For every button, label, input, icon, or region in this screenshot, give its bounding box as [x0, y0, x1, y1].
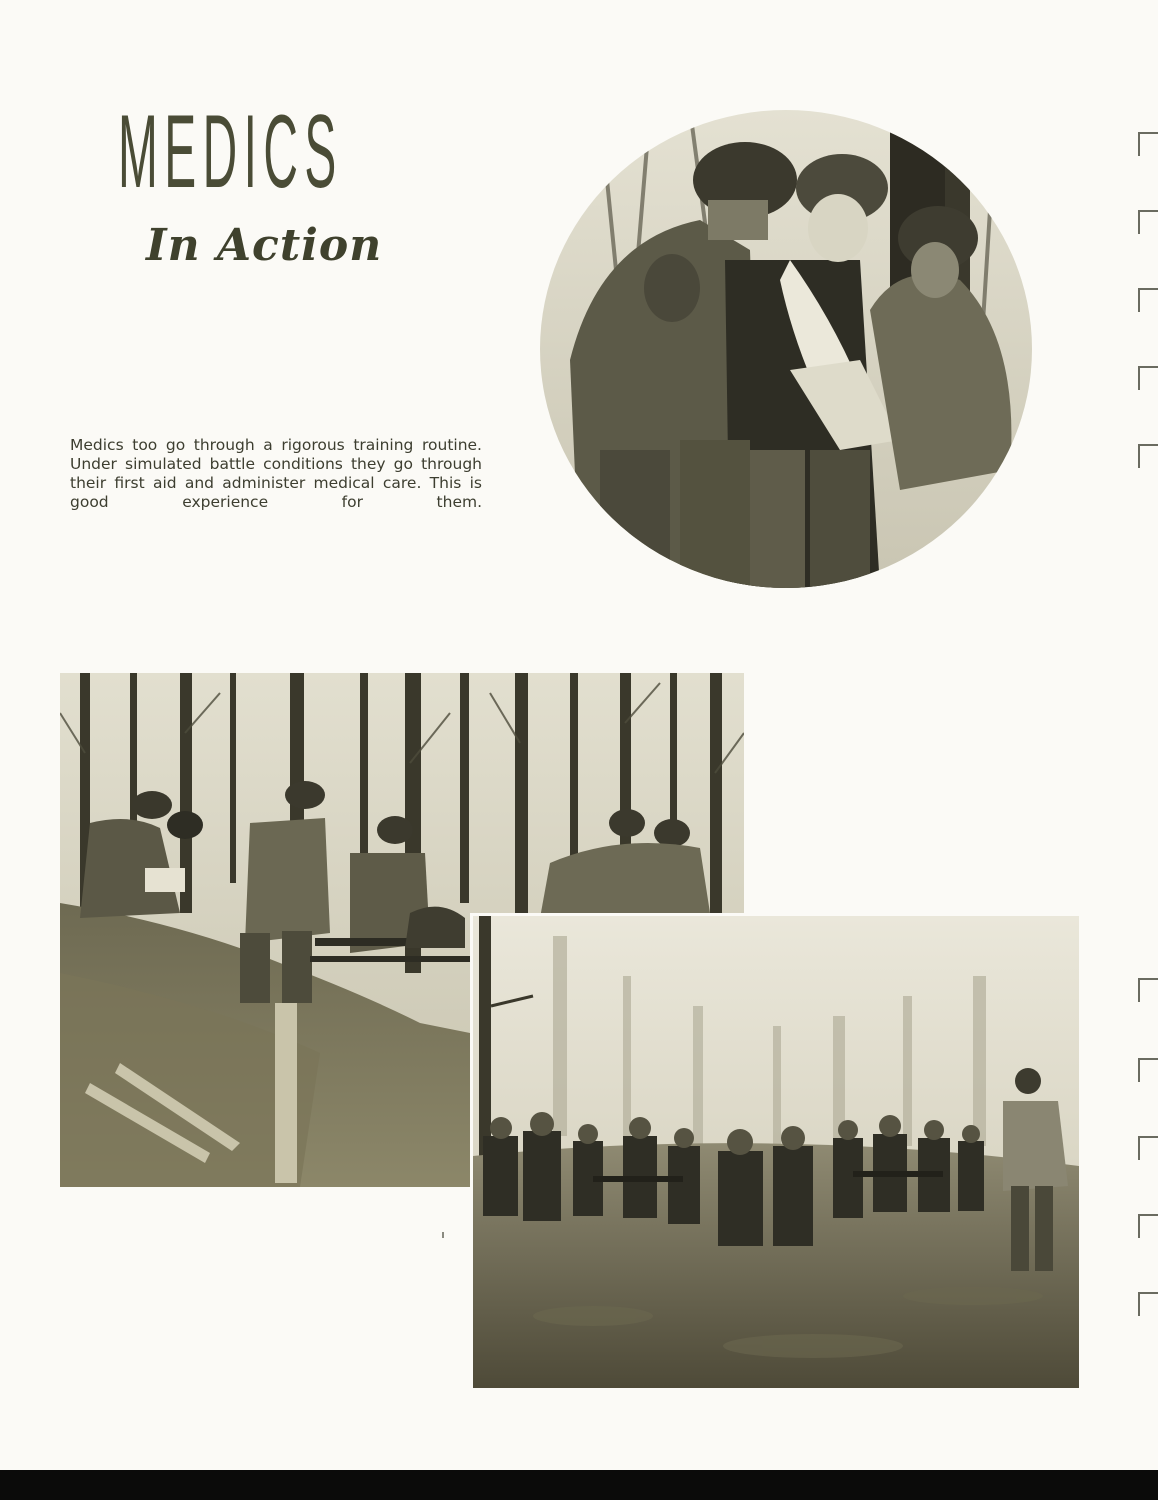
- binder-punch-mark: [1138, 1136, 1158, 1160]
- binder-punch-mark: [1138, 366, 1158, 390]
- binder-punch-mark: [1138, 210, 1158, 234]
- binder-punch-mark: [1138, 1214, 1158, 1238]
- medics-marching-through-mud-photo: [470, 913, 1082, 1391]
- binder-punch-mark: [1138, 132, 1158, 156]
- scan-bottom-edge: [0, 1470, 1158, 1500]
- binder-punch-mark: [1138, 288, 1158, 312]
- binder-punch-mark: [1138, 978, 1158, 1002]
- medics-carrying-wounded-photo: [540, 110, 1032, 588]
- binder-punch-mark: [1138, 1292, 1158, 1316]
- binder-punch-mark: [1138, 1058, 1158, 1082]
- paper-speck: [442, 1232, 444, 1238]
- page-subtitle: In Action: [146, 220, 383, 271]
- binder-punch-mark: [1138, 444, 1158, 468]
- page-title: MEDICS: [118, 94, 343, 210]
- intro-paragraph: Medics too go through a rigorous training routine. Under simulated battle conditions they go through their first aid and administer medical care. This is good experience for them.: [70, 436, 482, 511]
